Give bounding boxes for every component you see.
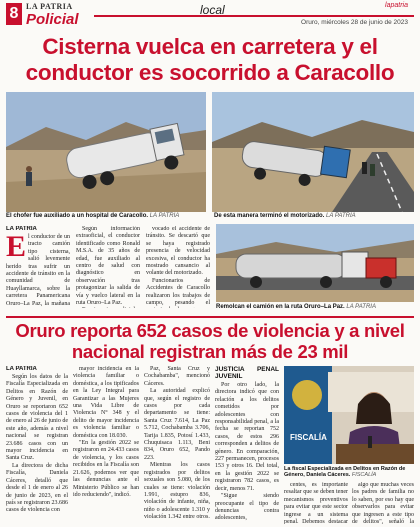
story2-column-4: JUSTICIA PENAL JUVENIL Por otro lado, la directora indicó que con relación a los delitos cometidos por adolescentes con responsabilidad penal, a la fecha se reportan 752 casos, de estos 296 corresponden a delitos de género. En comparación, 227 permanecen, procesos 153 y otros 16. Del total, en la gestión 2022 se registraron 782 casos, es decir, menos 71. "Sigue siendo preocupante el tipo de denuncias contra adolescentes, xyxy=(215,366,279,522)
logo-policial: Policial xyxy=(26,11,79,28)
story2-column-5: centes, es importante resaltar que se deben tener mecanismos preventivos para evitar que este sector ingrese a un sistema penal. Debemos destacar xyxy=(284,482,348,524)
photo-overturned-tanker xyxy=(6,92,206,212)
section-rule xyxy=(94,15,414,17)
page-header xyxy=(0,0,420,30)
photo2-caption: De esta manera terminó el motorizado. LA PATRIA xyxy=(214,213,356,219)
story2-column-1: LA PATRIA Según los datos de la Fiscalía Especializada en Delitos en Razón de Género y Juvenil, en Oruro se reportaron 652 casos de violencia del 1 de enero al 26 de junio de este año, además a nivel nacional se registran 23.686 casos con un mayor incidencia en Santa Cruz. La directora de dicha Fiscalía, Daniela Cáceres, detalló que desde el 1 de enero al 26 de junio de 2023, en el país se registraron 23.686 casos de violencia con xyxy=(6,366,68,514)
photo-tanker-wreck xyxy=(212,92,414,212)
photo3-caption: Remolcan el camión en la ruta Oruro–La Paz. LA PATRIA xyxy=(216,304,376,310)
story2-byline: LA PATRIA xyxy=(6,366,37,372)
story1-column-3: vocado el accidente de tránsito. Se descartó que se haya registrado presencia de velocidad excesiva, el conductor ha mostrado cansancio al volante del motorizado. Funcionarios de Accidentes de Caracollo realizaron los trabajos de campo, pesando el xyxy=(146,226,210,307)
logo-la-patria: LA PATRIA xyxy=(26,2,73,11)
brand-mark: lapatria xyxy=(385,2,408,9)
photo3-credit: LA PATRIA xyxy=(346,304,376,310)
photo2-credit: LA PATRIA xyxy=(326,213,356,219)
story1-headline: Cisterna vuelca en carretera y el conductor es socorrido a Caracollo xyxy=(25,34,395,85)
photo-fiscal-daniela-caceres xyxy=(284,366,414,464)
story1-column-1: LA PATRIA E l conductor de un tracto camión tipo cisterna, salió levemente herido tras sufrir un accidente de tránsito en la comunidad de Huayllamarca, sobre la carretera Panamericana Oruro–La Paz, la mañana xyxy=(6,226,70,307)
photo1-caption: El chofer fue auxiliado a un hospital de Caracollo. LA PATRIA xyxy=(6,213,180,219)
story2-photo-caption: La fiscal Especializada en Delitos en Razón de Género, Daniela Cáceres. FISCALÍA xyxy=(284,466,406,478)
photo-tow-truck xyxy=(216,224,414,302)
story2-photo-credit: FISCALÍA xyxy=(351,472,377,478)
issue-date: Oruro, miércoles 28 de junio de 2023 xyxy=(301,19,408,26)
story2-column-3: Paz, Santa Cruz y Cochabamba", mencionó Cáceres. La autoridad explicó que, según el registro de casos por cada departamento se tiene: Santa Cruz 7.614, La Paz 5.712, Cochabamba 3.706, Tarija 1.835, Potosí 1.433, Chuquisaca 1.113, Beni 834, Oruro 652, Pando 223. Mientras los casos registrados por delitos sexuales son 5.080, de los cuales se tiene: violación 1.991, estupro 836, violación de infante, niña, niño o adolescente 1.310 y violación 1.342 entre otros. xyxy=(144,366,210,521)
story2-column-6: algo que muchas veces los padres de familia no lo saben, por eso hay que observarlos para evitar que ingresen a este tipo de delitos", señaló la xyxy=(352,482,414,524)
story2-column-2: mayor incidencia en la violencia familiar o doméstica, a los tipificados en la Ley Integral para Garantizar a las Mujeres una Vida Libre de Violencia N° 348 y el delito de mayor incidencia es violencia familiar o doméstica con 18.030. "En la gestión 2022 se registraron en 24.433 casos de violencia, y los casos recibidos en la Fiscalía son 21.626, podemos ver que las denuncias ante el Ministerio Público se han ido reduciendo", indicó. xyxy=(73,366,139,498)
page-number: 8 xyxy=(6,3,22,25)
banner-text: FISCALÍA xyxy=(290,433,327,442)
story1-byline: LA PATRIA xyxy=(6,226,37,232)
photo1-credit: LA PATRIA xyxy=(149,213,180,219)
story1-column-2: Según información extraoficial, el conductor identificado como Ronald M.S.A. de 35 años de edad, fue auxiliado al centro de salud con diagnóstico en observación tras protagonizar la salida de vía y vuelco lateral en la ruta Oruro–La Paz. xyxy=(76,226,140,307)
story-separator xyxy=(6,316,414,318)
justicia-penal-subhead: JUSTICIA PENAL JUVENIL xyxy=(215,366,279,380)
section-name: local xyxy=(200,3,225,17)
story1-dropcap: E xyxy=(6,230,27,263)
story2-headline: Oruro reporta 652 casos de violencia y a nivel nacional registran más de 23 mil xyxy=(15,320,405,362)
